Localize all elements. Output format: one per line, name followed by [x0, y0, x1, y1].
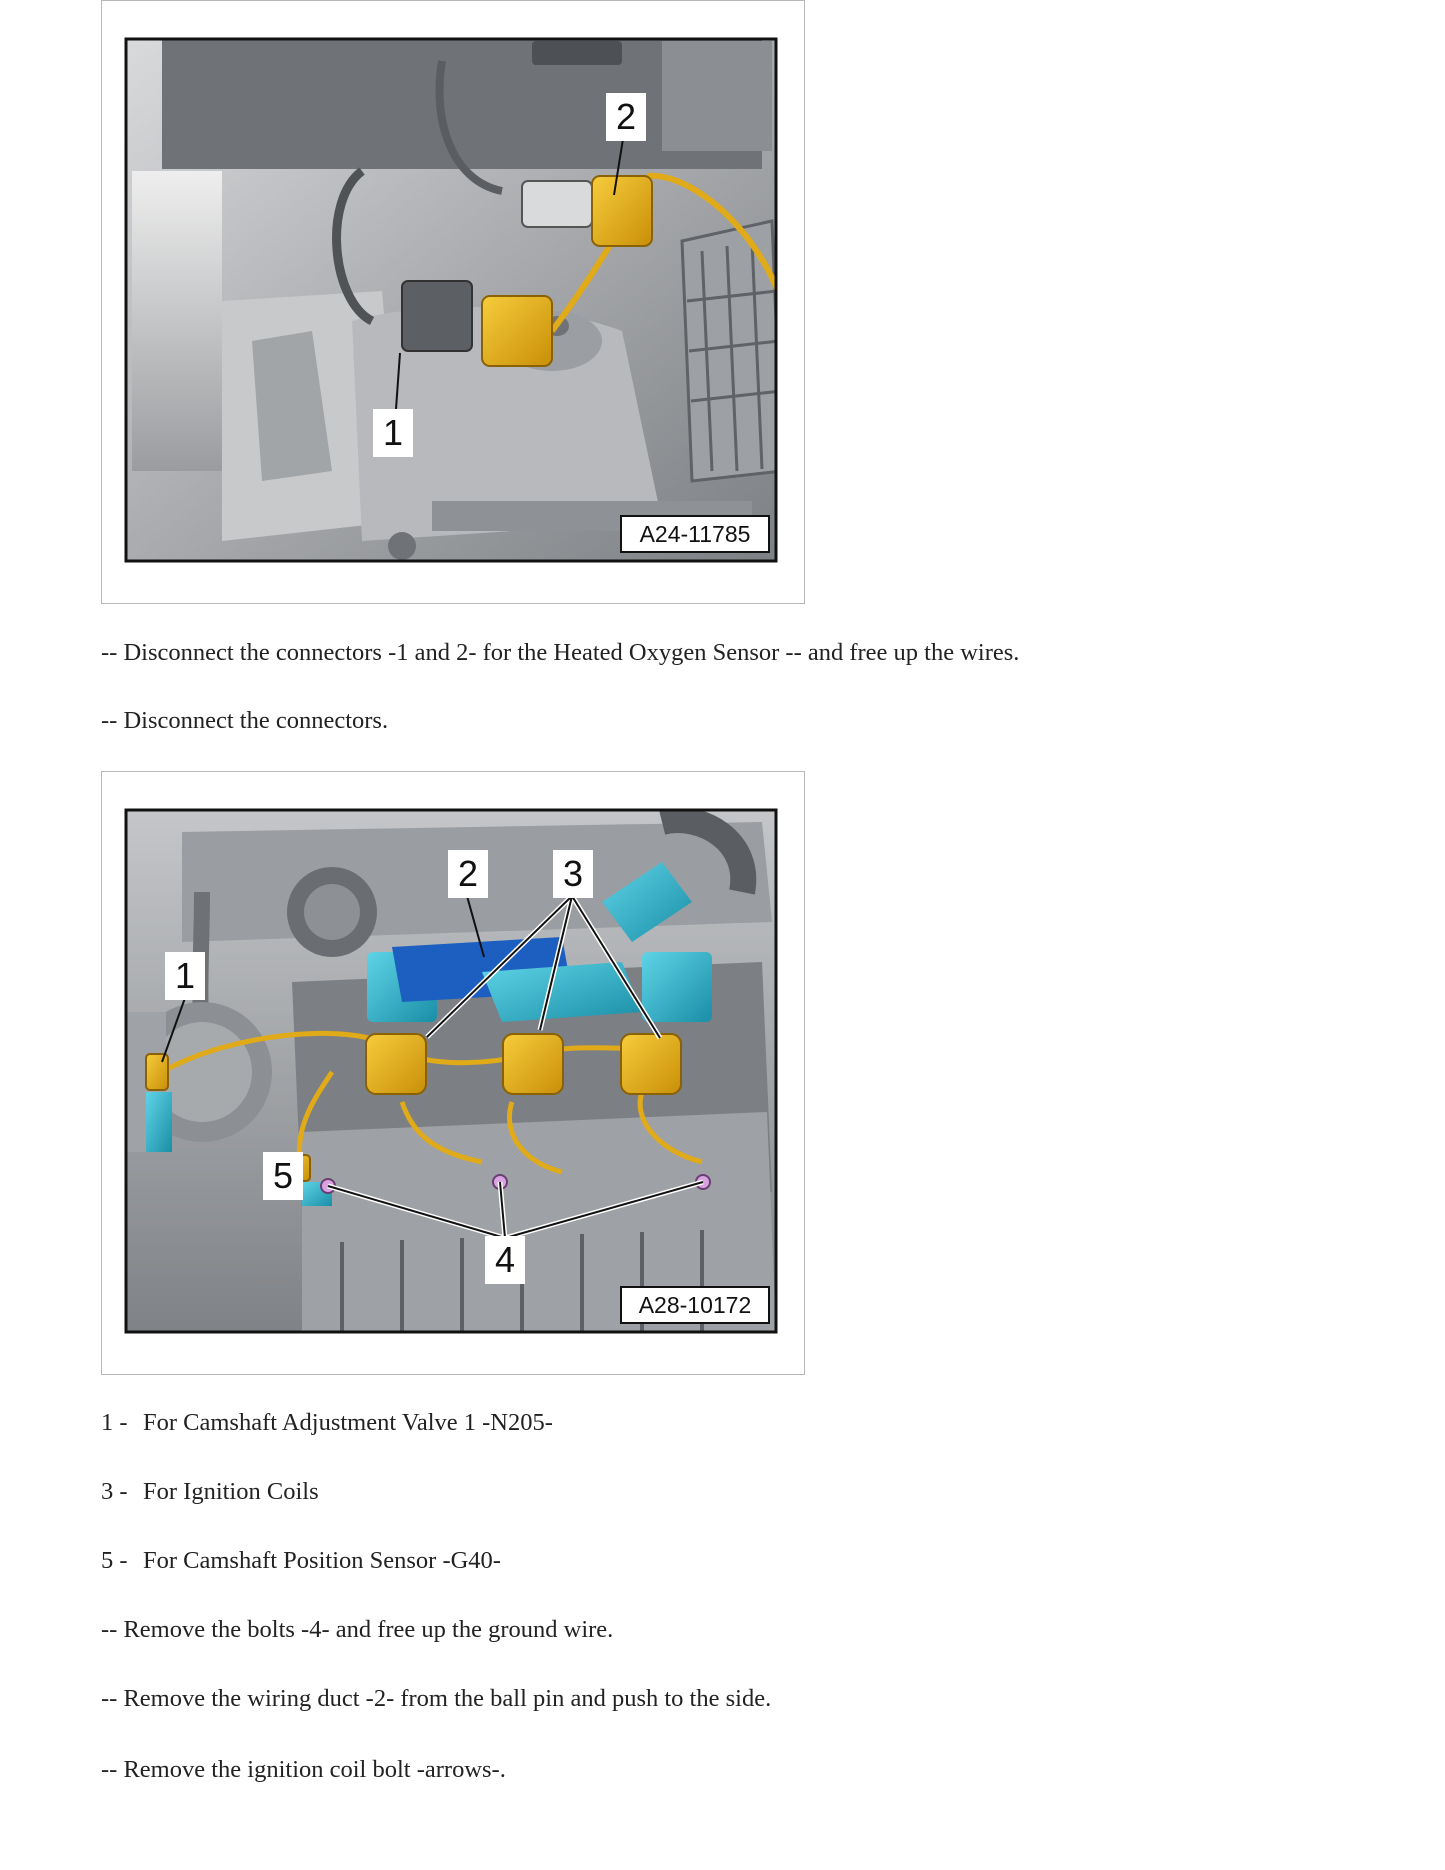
figure-2-illustration: [102, 772, 806, 1376]
figure-2-callout-4: 4: [494, 1239, 516, 1280]
figure-1-callout-1: 1: [382, 412, 404, 453]
step-remove-wiring-duct: -- Remove the wiring duct -2- from the ball pin and push to the side.: [101, 1685, 772, 1712]
legend-text: For Ignition Coils: [143, 1478, 319, 1505]
legend-text: For Camshaft Adjustment Valve 1 -N205-: [143, 1409, 553, 1436]
figure-oxygen-sensor-connectors: [101, 0, 805, 604]
figure-1-code-label: A24-11785: [639, 521, 751, 547]
figure-2-callout-5: 5: [272, 1155, 294, 1196]
figure-1-illustration: [102, 1, 806, 605]
figure-ignition-coils: [101, 771, 805, 1375]
legend-text: For Camshaft Position Sensor -G40-: [143, 1547, 501, 1574]
step-remove-ignition-coil-bolt: -- Remove the ignition coil bolt -arrows-.: [101, 1756, 506, 1783]
figure-1-callout-2: 2: [615, 96, 637, 137]
legend-number: 3 -: [101, 1478, 128, 1505]
figure-2-callout-3: 3: [562, 853, 584, 894]
figure-2-callout-2: 2: [457, 853, 479, 894]
legend-item: [101, 1477, 319, 1507]
figure-2-callout-1: 1: [174, 955, 196, 996]
step-disconnect-connectors: -- Disconnect the connectors.: [101, 707, 389, 734]
legend-number: 1 -: [101, 1409, 128, 1436]
legend-item: [101, 1408, 553, 1438]
step-disconnect-oxygen-sensor: -- Disconnect the connectors -1 and 2- for the Heated Oxygen Sensor -- and free up the wires.: [101, 639, 1020, 666]
step-remove-bolts: -- Remove the bolts -4- and free up the ground wire.: [101, 1616, 614, 1643]
legend-number: 5 -: [101, 1547, 128, 1574]
legend-item: [101, 1546, 501, 1576]
figure-2-code-label: A28-10172: [638, 1292, 752, 1318]
